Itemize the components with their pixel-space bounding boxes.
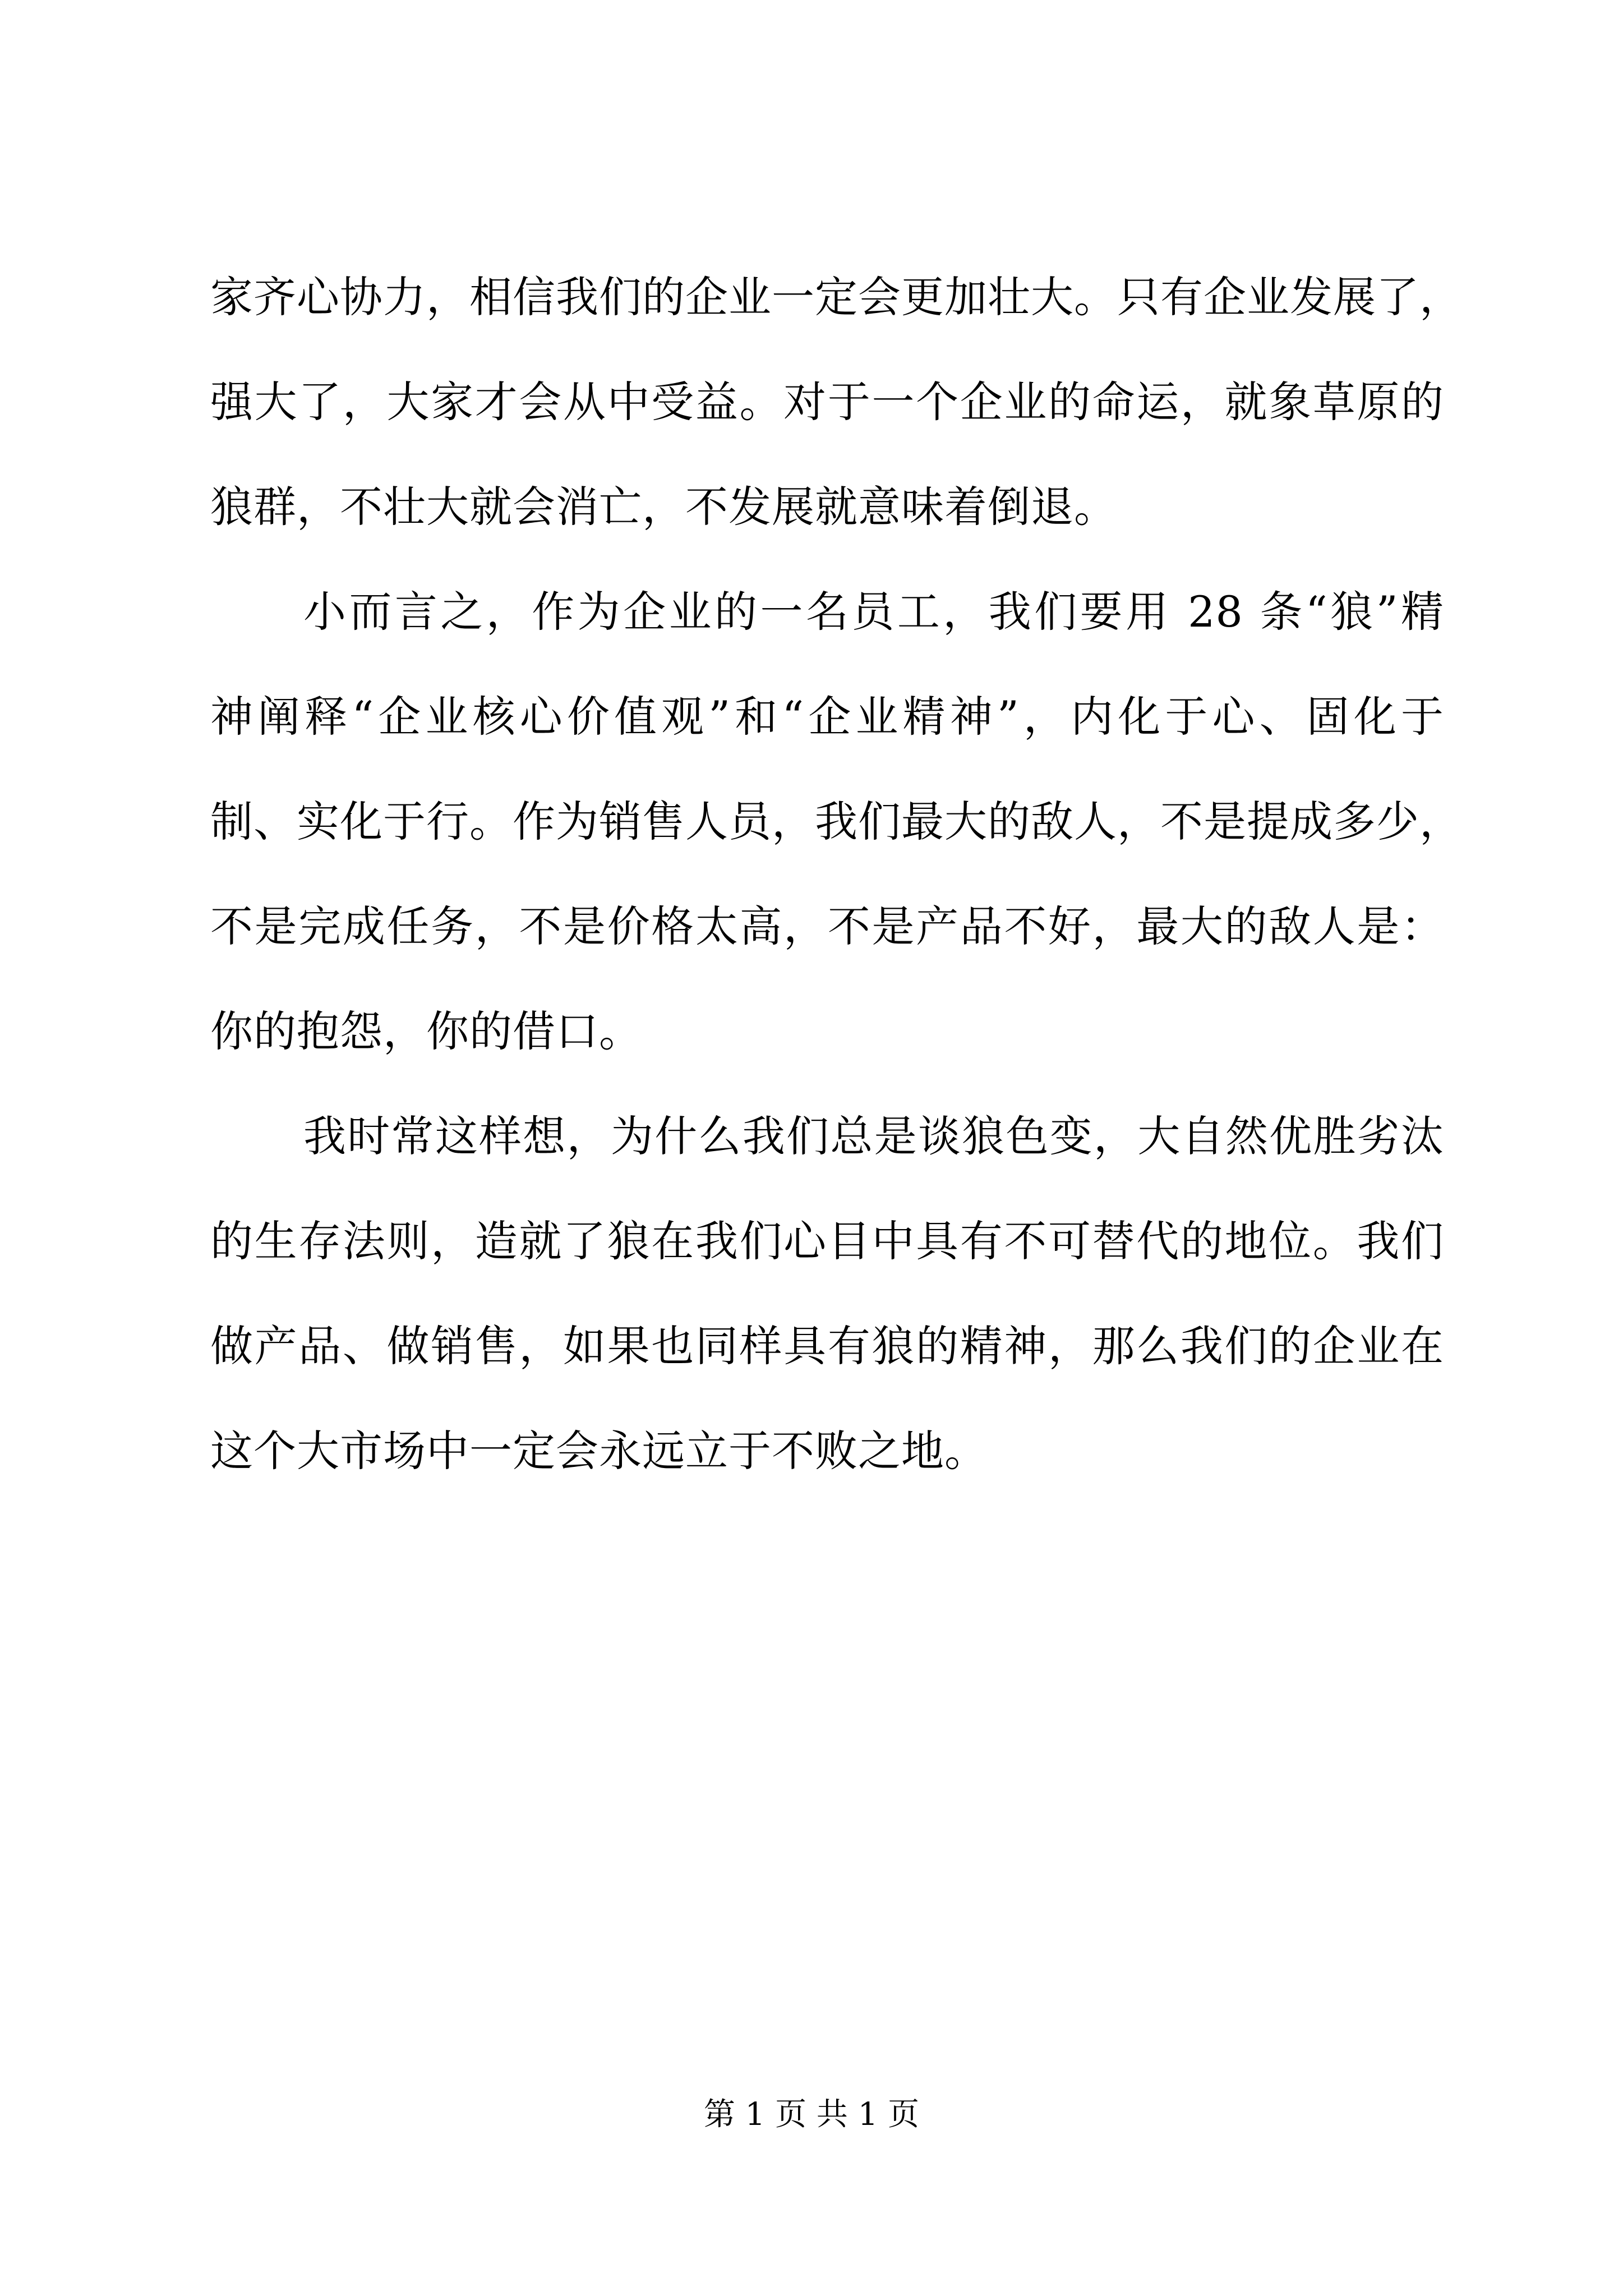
paragraph-3-line-1: 我时常这样想，为什么我们总是谈狼色变，大自然优胜劣汰 — [303, 1111, 1444, 1161]
paragraph-2-line-1: 小而言之，作为企业的一名员工，我们要用 28 条“狼”精 — [303, 587, 1444, 637]
paragraph-1-line-3: 狼群，不壮大就会消亡，不发展就意味着倒退。 — [210, 482, 1117, 532]
paragraph-1-line-2: 强大了，大家才会从中受益。对于一个企业的命运，就象草原的 — [210, 377, 1444, 427]
paragraph-1-line-1: 家齐心协力，相信我们的企业一定会更加壮大。只有企业发展了， — [210, 272, 1463, 322]
paragraph-2-line-4: 不是完成任务，不是价格太高，不是产品不好，最大的敌人是： — [210, 901, 1444, 951]
paragraph-3-line-3: 做产品、做销售，如果也同样具有狼的精神，那么我们的企业在 — [210, 1321, 1444, 1371]
paragraph-3-line-2: 的生存法则，造就了狼在我们心目中具有不可替代的地位。我们 — [210, 1216, 1444, 1266]
paragraph-2-line-3: 制、实化于行。作为销售人员，我们最大的敌人，不是提成多少， — [210, 797, 1463, 846]
page-number-footer: 第 1 页 共 1 页 — [703, 2096, 920, 2133]
paragraph-2-line-5: 你的抱怨，你的借口。 — [210, 1006, 642, 1056]
paragraph-2-line-2: 神阐释“企业核心价值观”和“企业精神”，内化于心、固化于 — [210, 692, 1444, 742]
paragraph-3-line-4: 这个大市场中一定会永远立于不败之地。 — [210, 1426, 988, 1476]
